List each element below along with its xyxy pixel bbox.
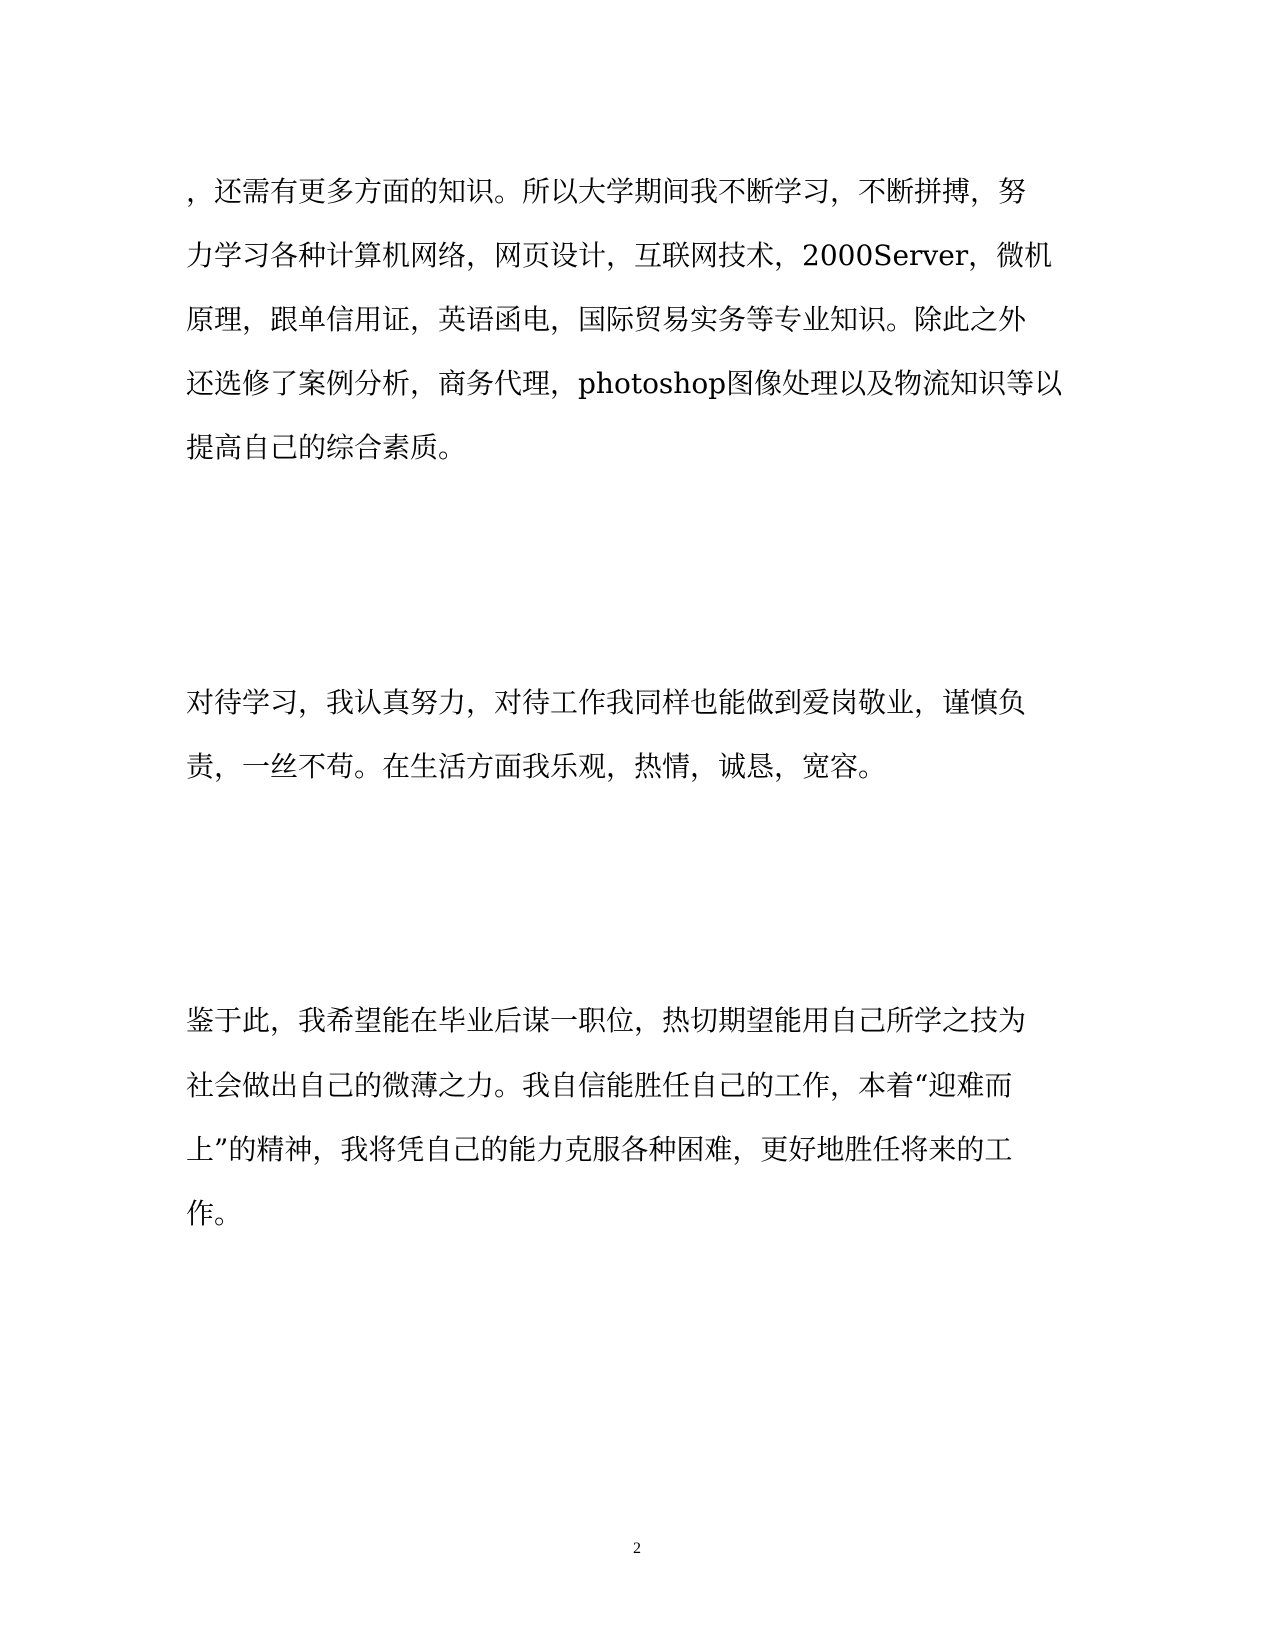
page-number: 2 — [633, 1540, 641, 1557]
paragraph-3-line-1: 鉴于此，我希望能在毕业后谋一职位，热切期望能用自己所学之技为 — [186, 1004, 1027, 1037]
paragraph-3-line-2: 社会做出自己的微薄之力。我自信能胜任自己的工作，本着“迎难而 — [186, 1069, 1013, 1102]
paragraph-1-line-5: 提高自己的综合素质。 — [186, 431, 467, 464]
paragraph-3-line-4: 作。 — [186, 1197, 243, 1230]
paragraph-1-line-2: 力学习各种计算机网络，网页设计，互联网技术，2000Server，微机 — [186, 239, 1053, 272]
paragraph-1-line-4: 还选修了案例分析，商务代理，photoshop图像处理以及物流知识等以 — [186, 367, 1063, 400]
paragraph-2-line-2: 责，一丝不苟。在生活方面我乐观，热情，诚恳，宽容。 — [186, 750, 887, 783]
paragraph-1-line-3: 原理，跟单信用证，英语函电，国际贸易实务等专业知识。除此之外 — [186, 303, 1027, 336]
paragraph-1-line-1: ，还需有更多方面的知识。所以大学期间我不断学习，不断拼搏，努 — [186, 175, 1027, 208]
paragraph-2-line-1: 对待学习，我认真努力，对待工作我同样也能做到爱岗敬业，谨慎负 — [186, 686, 1027, 719]
paragraph-3-line-3: 上”的精神，我将凭自己的能力克服各种困难，更好地胜任将来的工 — [186, 1133, 1013, 1166]
